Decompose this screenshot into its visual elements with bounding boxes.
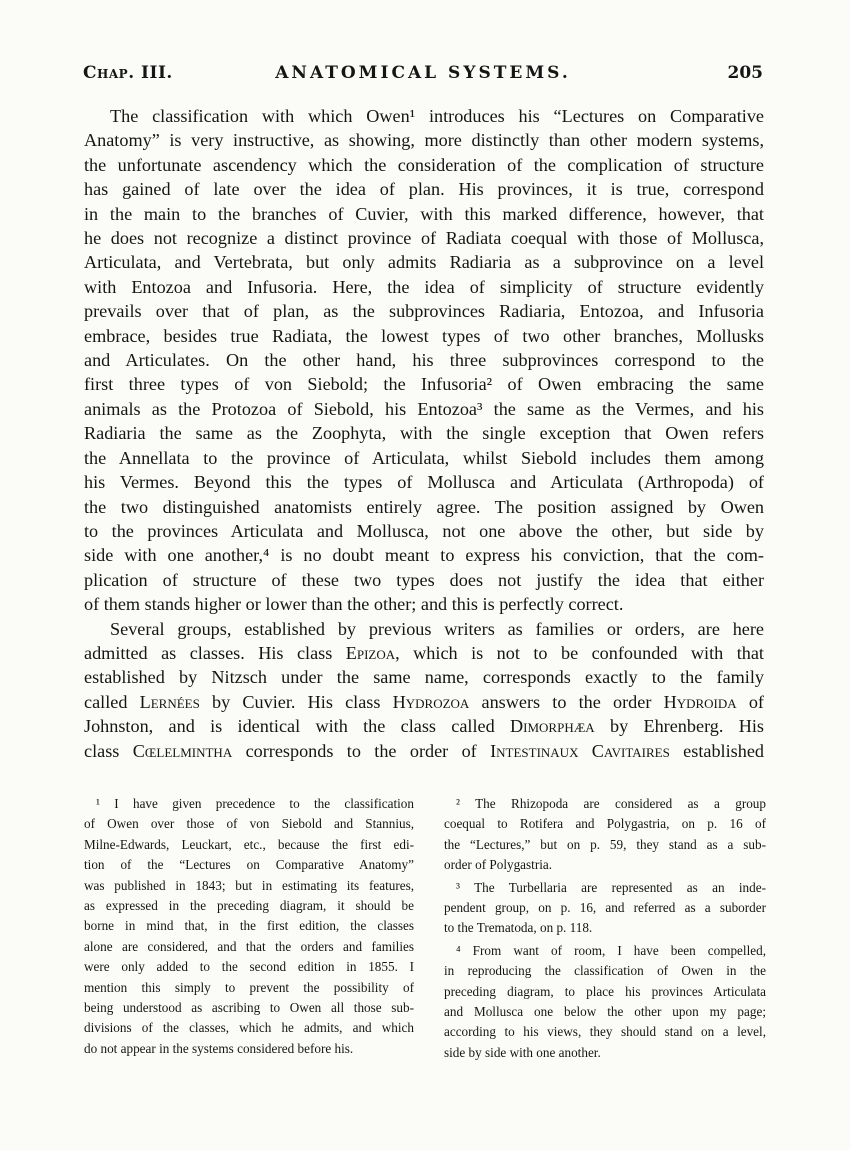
footnote-column-left: [84, 794, 414, 1061]
chapter-label: Chap. III.: [83, 63, 173, 83]
text-line: in the main to the branches of Cuvier, with this marked difference, however, that: [84, 203, 764, 224]
text-line: Articulata, and Vertebrata, but only admits Radiaria as a subprovince on a level: [84, 252, 764, 273]
text-line: do not appear in the systems considered before his.: [84, 1040, 354, 1056]
text-line: preceding diagram, to place his provinces Articulata: [444, 983, 766, 999]
text-line: were only added to the second edition in 1855. I: [84, 959, 414, 975]
text-line: ⁴ From want of room, I have been compelled,: [456, 942, 766, 958]
text-line: embrace, besides true Radiata, the lowest types of two other branches, Mollusks: [84, 325, 764, 346]
text-line: coequal to Rotifera and Polygastria, on p. 16 of: [444, 816, 766, 832]
text-line: called Lernées by Cuvier. His class Hydrozoa answers to the order Hydroida of: [84, 691, 764, 712]
text-line: established by Nitzsch under the same name, corresponds exactly to the family: [84, 667, 764, 688]
text-line: animals as the Protozoa of Siebold, his Entozoa³ the same as the Vermes, and his: [84, 398, 764, 419]
text-line: The classification with which Owen¹ introduces his “Lectures on Comparative: [110, 106, 764, 126]
text-line: pendent group, on p. 16, and referred as a suborder: [444, 900, 766, 916]
text-line: he does not recognize a distinct province of Radiata coequal with those of Mollusca,: [84, 228, 764, 249]
footnote-column-right: [444, 794, 766, 1065]
text-line: order of Polygastria.: [444, 857, 553, 873]
text-line: Johnston, and is identical with the class called Dimorphæa by Ehrenberg. His: [84, 716, 765, 737]
text-line: prevails over that of plan, as the subprovinces Radiaria, Entozoa, and Infusoria: [84, 301, 764, 322]
text-line: the Annellata to the province of Articulata, whilst Siebold includes them among: [84, 447, 764, 468]
paragraph-2: [84, 617, 764, 763]
main-text: [84, 104, 764, 763]
text-line: and Articulates. On the other hand, his three subprovinces correspond to the: [84, 350, 764, 371]
text-line: has gained of late over the idea of plan. His provinces, it is true, correspond: [84, 179, 764, 200]
text-line: Several groups, established by previous writers as families or orders, are here: [110, 618, 764, 639]
text-line: the two distinguished anatomists entirely agree. The position assigned by Owen: [84, 496, 764, 517]
text-line: alone are considered, and that the orders and families: [84, 938, 414, 954]
page-number: 205: [727, 63, 763, 83]
text-line: tion of the “Lectures on Comparative Anatomy”: [84, 857, 414, 873]
text-line: the “Lectures,” but on p. 59, they stand as a sub-: [444, 836, 766, 852]
running-header: [83, 62, 763, 86]
text-line: borne in mind that, in the first edition, the classes: [84, 918, 414, 934]
text-line: according to his views, they should stand on a level,: [444, 1024, 766, 1040]
text-line: Radiaria the same as the Zoophyta, with the single exception that Owen refers: [84, 423, 764, 444]
paragraph-1: [84, 104, 764, 617]
text-line: and Mollusca one below the other upon my page;: [444, 1004, 766, 1020]
text-line: of Owen over those of von Siebold and Stannius,: [84, 816, 414, 832]
text-line: divisions of the classes, which he admits, and which: [84, 1020, 414, 1036]
footnote-3: [444, 878, 766, 939]
text-line: ² The Rhizopoda are considered as a group: [456, 796, 766, 811]
footnotes: [84, 794, 766, 1064]
text-line: Milne-Edwards, Leuckart, etc., because the first edi-: [84, 836, 414, 852]
footnote-2: [444, 794, 766, 876]
text-line: admitted as classes. His class Epizoa, which is not to be confounded with that: [84, 642, 764, 663]
text-line: Anatomy” is very instructive, as showing, more distinctly than other modern systems,: [84, 130, 764, 151]
text-line: side with one another,⁴ is no doubt meant to express his conviction, that the com-: [84, 545, 764, 566]
text-line: to the Trematoda, on p. 118.: [444, 920, 593, 936]
text-line: was published in 1843; but in estimating its features,: [84, 877, 414, 893]
text-line: of them stands higher or lower than the other; and this is perfectly correct.: [84, 594, 624, 615]
text-line: his Vermes. Beyond this the types of Mollusca and Articulata (Arthropoda) of: [84, 472, 764, 493]
text-line: with Entozoa and Infusoria. Here, the idea of simplicity of structure evidently: [84, 276, 764, 297]
text-line: class Cœlelmintha corresponds to the order of Intestinaux Cavitaires established: [84, 740, 764, 761]
text-line: to the provinces Articulata and Mollusca, not one above the other, but side by: [84, 520, 764, 541]
text-line: the unfortunate ascendency which the consideration of the complication of structure: [84, 154, 764, 175]
text-line: being understood as ascribing to Owen all those sub-: [84, 1000, 414, 1016]
footnote-4: [444, 941, 766, 1063]
running-title: ANATOMICAL SYSTEMS.: [275, 63, 571, 83]
text-line: first three types of von Siebold; the Infusoria² of Owen embracing the same: [84, 374, 764, 395]
text-line: side by side with one another.: [444, 1044, 601, 1060]
text-line: ³ The Turbellaria are represented as an inde-: [456, 879, 766, 895]
text-line: ¹ I have given precedence to the classification: [96, 796, 414, 811]
footnote-1: [84, 794, 414, 1059]
text-line: as expressed in the preceding diagram, it should be: [84, 898, 414, 914]
text-line: plication of structure of these two types does not justify the idea that either: [84, 569, 764, 590]
text-line: mention this simply to prevent the possibility of: [84, 979, 414, 995]
text-line: in reproducing the classification of Owen in the: [444, 963, 766, 979]
